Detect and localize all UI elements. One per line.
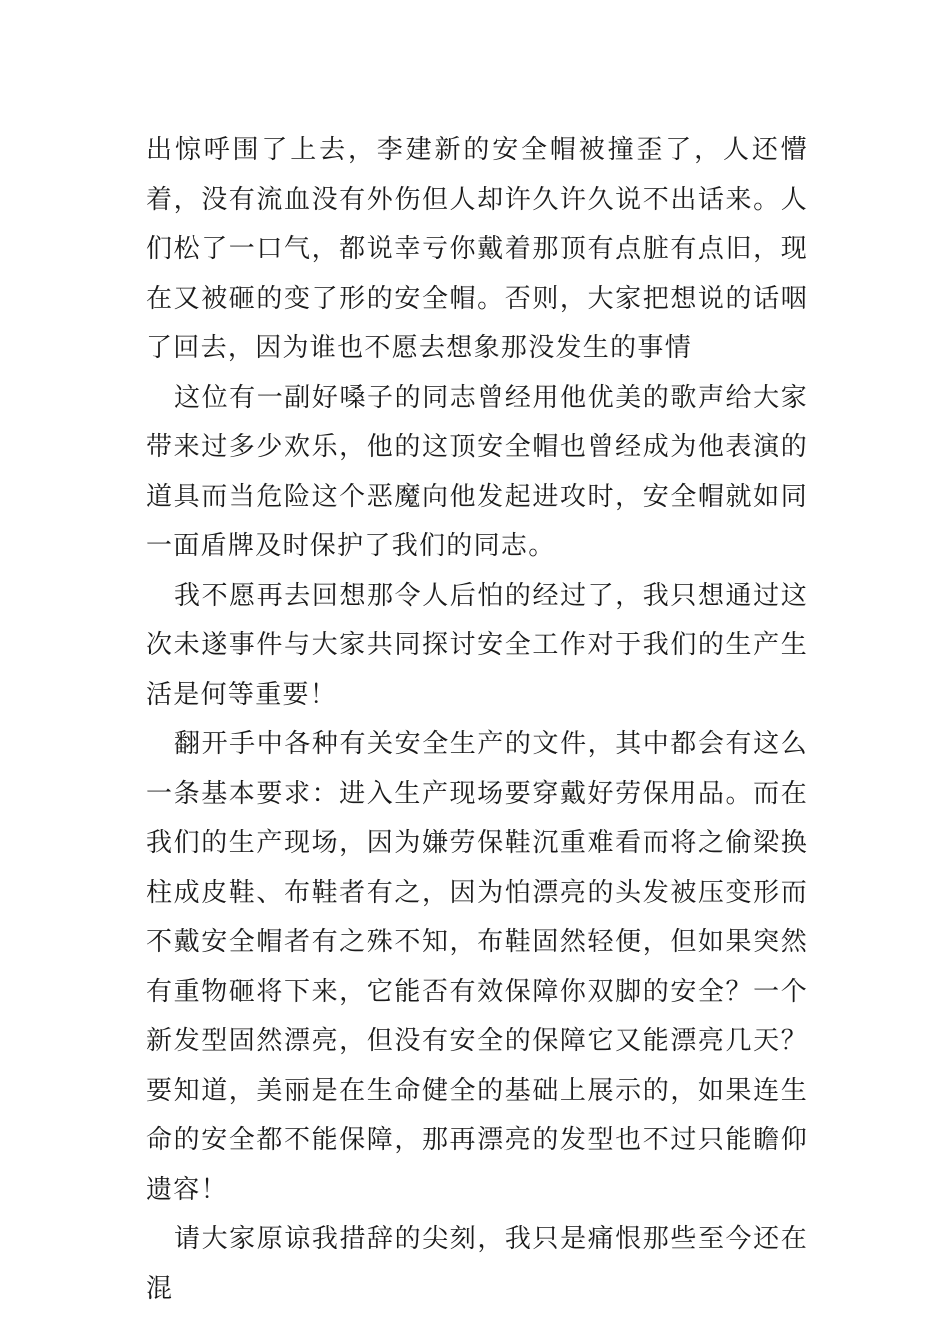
paragraph-continuation: 出惊呼围了上去，李建新的安全帽被撞歪了，人还懵着，没有流血没有外伤但人却许久许久说不出话来。人们松了一口气，都说幸亏你戴着那顶有点脏有点旧，现在又被砸的变了形的安全帽。否则，大家把想说的话咽了回去，因为谁也不愿去想象那没发生的事情 [146,135,808,363]
paragraph-reflection: 我不愿再去回想那令人后怕的经过了，我只想通过这次未遂事件与大家共同探讨安全工作对于我们的生产生活是何等重要！ [146,580,808,710]
paragraph-safety-rules: 翻开手中各种有关安全生产的文件，其中都会有这么一条基本要求：进入生产现场要穿戴好劳保用品。而在我们的生产现场，因为嫌劳保鞋沉重难看而将之偷梁换柱成皮鞋、布鞋者有之，因为怕漂亮的头发被压变形而不戴安全帽者有之殊不知，布鞋固然轻便，但如果突然有重物砸将下来，它能否有效保障你双脚的安全？一个新发型固然漂亮，但没有安全的保障它又能漂亮几天？要知道，美丽是在生命健全的基础上展示的，如果连生命的安全都不能保障，那再漂亮的发型也不过只能瞻仰遗容！ [146,729,808,1205]
paragraph-singer: 这位有一副好嗓子的同志曾经用他优美的歌声给大家带来过多少欢乐，他的这顶安全帽也曾经成为他表演的道具而当危险这个恶魔向他发起进攻时，安全帽就如同一面盾牌及时保护了我们的同志。 [146,382,808,561]
paragraph-apology: 请大家原谅我措辞的尖刻，我只是痛恨那些至今还在混 [146,1224,808,1304]
document-body [146,126,808,1314]
